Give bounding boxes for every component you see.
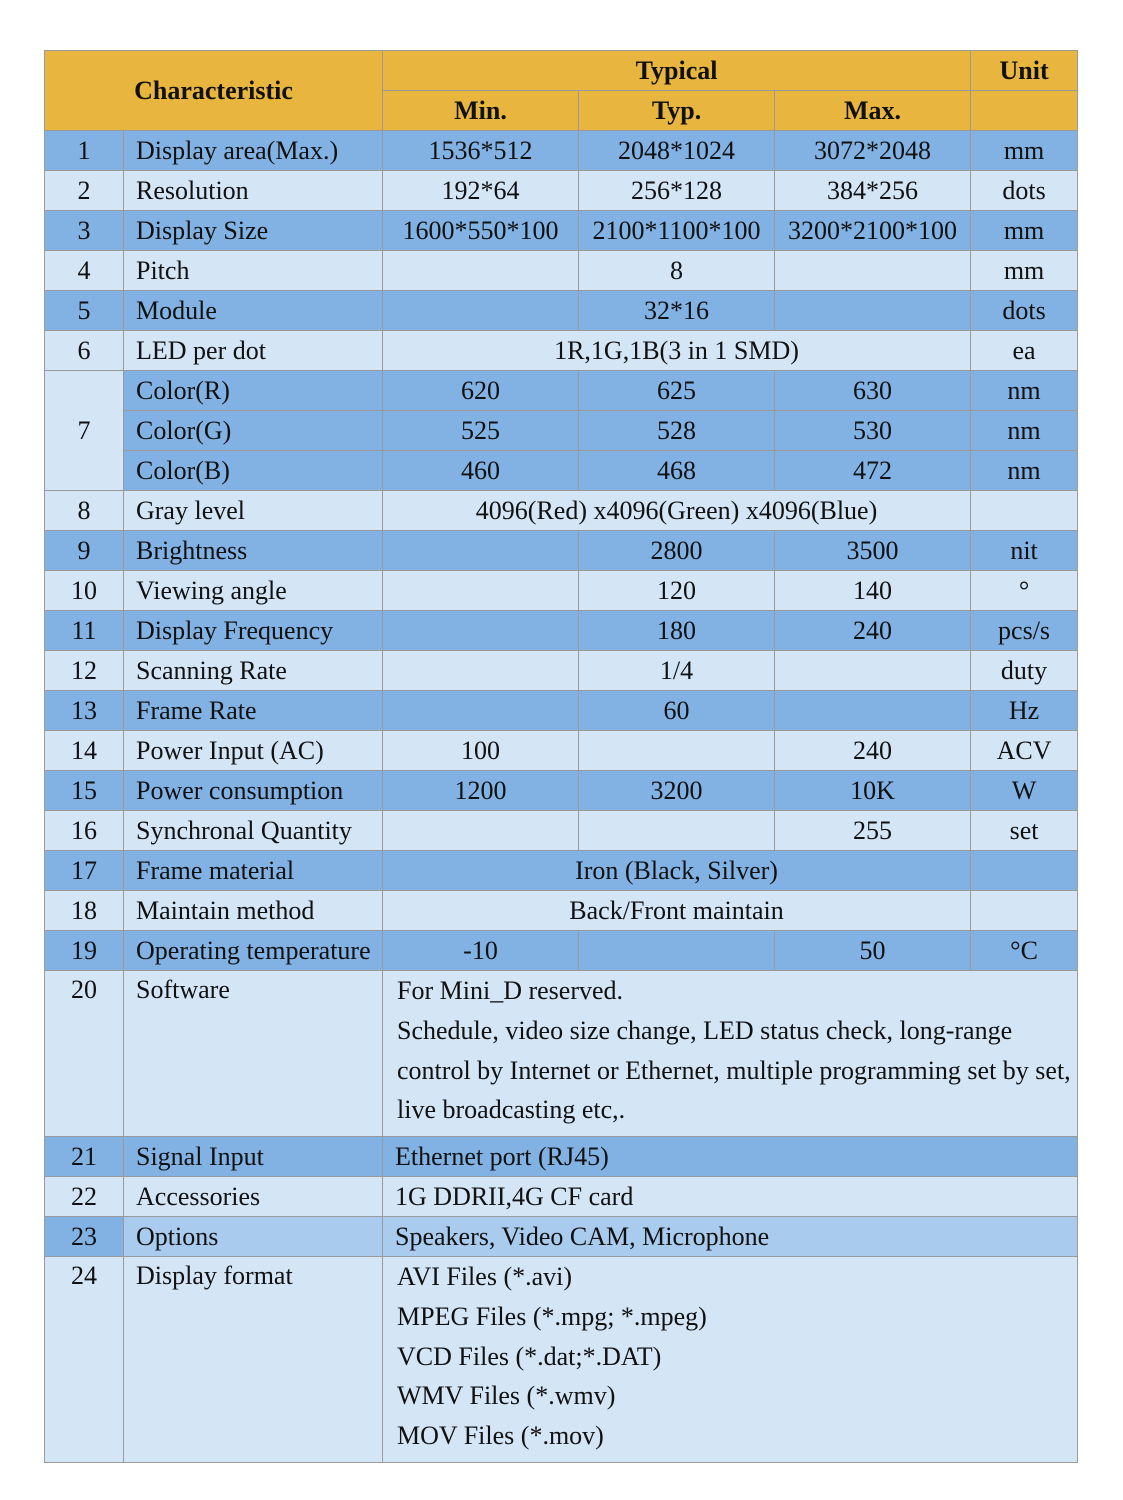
cell-min: 192*64 bbox=[383, 171, 579, 211]
cell-typ: 625 bbox=[579, 371, 775, 411]
cell-unit: ° bbox=[971, 571, 1078, 611]
row-label: Viewing angle bbox=[124, 571, 383, 611]
table-row bbox=[45, 811, 1078, 851]
cell-unit: ACV bbox=[971, 731, 1078, 771]
cell-unit: nm bbox=[971, 371, 1078, 411]
cell-unit bbox=[971, 491, 1078, 531]
row-number: 4 bbox=[45, 251, 124, 291]
row-label: Module bbox=[124, 291, 383, 331]
table-row bbox=[45, 171, 1078, 211]
cell-min bbox=[383, 251, 579, 291]
table-row bbox=[45, 411, 1078, 451]
row-label: LED per dot bbox=[124, 331, 383, 371]
row-number: 19 bbox=[45, 931, 124, 971]
format-item: MPEG Files (*.mpg; *.mpeg) bbox=[397, 1301, 707, 1331]
row-label: Accessories bbox=[124, 1177, 383, 1217]
row-label: Gray level bbox=[124, 491, 383, 531]
header-unit: Unit bbox=[971, 51, 1078, 91]
row-number: 13 bbox=[45, 691, 124, 731]
cell-unit: dots bbox=[971, 171, 1078, 211]
row-label: Scanning Rate bbox=[124, 651, 383, 691]
cell-typ: 3200 bbox=[579, 771, 775, 811]
row-number: 8 bbox=[45, 491, 124, 531]
cell-min bbox=[383, 571, 579, 611]
table-row bbox=[45, 1257, 1078, 1463]
cell-max: 3072*2048 bbox=[775, 131, 971, 171]
row-label: Frame Rate bbox=[124, 691, 383, 731]
cell-typ: 528 bbox=[579, 411, 775, 451]
header-typical: Typical bbox=[383, 51, 971, 91]
cell-unit: Hz bbox=[971, 691, 1078, 731]
table-row bbox=[45, 571, 1078, 611]
cell-max: 240 bbox=[775, 611, 971, 651]
cell-unit: nm bbox=[971, 451, 1078, 491]
row-number: 2 bbox=[45, 171, 124, 211]
row-label: Pitch bbox=[124, 251, 383, 291]
cell-min: 1536*512 bbox=[383, 131, 579, 171]
row-label: Operating temperature bbox=[124, 931, 383, 971]
header-characteristic: Characteristic bbox=[45, 51, 383, 131]
header-unit-blank bbox=[971, 91, 1078, 131]
software-line: control by Internet or Ethernet, multiple programming set by set, bbox=[397, 1055, 1071, 1085]
cell-value: 4096(Red) x4096(Green) x4096(Blue) bbox=[383, 491, 971, 531]
table-row bbox=[45, 331, 1078, 371]
cell-unit: °C bbox=[971, 931, 1078, 971]
display-format-list bbox=[383, 1257, 1078, 1463]
row-number: 18 bbox=[45, 891, 124, 931]
header-typ: Typ. bbox=[579, 91, 775, 131]
row-number: 24 bbox=[45, 1257, 124, 1463]
format-item: WMV Files (*.wmv) bbox=[397, 1381, 616, 1411]
cell-unit: ea bbox=[971, 331, 1078, 371]
table-row bbox=[45, 531, 1078, 571]
cell-typ: 60 bbox=[579, 691, 775, 731]
row-number: 17 bbox=[45, 851, 124, 891]
row-label: Software bbox=[124, 971, 383, 1137]
cell-typ: 32*16 bbox=[579, 291, 775, 331]
row-number: 7 bbox=[45, 371, 124, 491]
cell-min: -10 bbox=[383, 931, 579, 971]
software-description bbox=[383, 971, 1078, 1137]
cell-typ: 1/4 bbox=[579, 651, 775, 691]
row-number: 14 bbox=[45, 731, 124, 771]
row-number: 20 bbox=[45, 971, 124, 1137]
table-row bbox=[45, 851, 1078, 891]
header-row-1 bbox=[45, 51, 1078, 91]
cell-unit bbox=[971, 891, 1078, 931]
table-row bbox=[45, 251, 1078, 291]
format-item: MOV Files (*.mov) bbox=[397, 1421, 604, 1451]
row-number: 10 bbox=[45, 571, 124, 611]
cell-unit: mm bbox=[971, 131, 1078, 171]
cell-max bbox=[775, 291, 971, 331]
cell-typ bbox=[579, 931, 775, 971]
row-label: Display format bbox=[124, 1257, 383, 1463]
table-row bbox=[45, 891, 1078, 931]
row-label: Options bbox=[124, 1217, 383, 1257]
format-item: VCD Files (*.dat;*.DAT) bbox=[397, 1341, 662, 1371]
table-row bbox=[45, 451, 1078, 491]
cell-max: 10K bbox=[775, 771, 971, 811]
cell-value: Iron (Black, Silver) bbox=[383, 851, 971, 891]
cell-min: 100 bbox=[383, 731, 579, 771]
cell-max: 240 bbox=[775, 731, 971, 771]
cell-max: 3200*2100*100 bbox=[775, 211, 971, 251]
cell-unit: pcs/s bbox=[971, 611, 1078, 651]
cell-typ: 180 bbox=[579, 611, 775, 651]
cell-typ bbox=[579, 811, 775, 851]
table-row bbox=[45, 771, 1078, 811]
cell-max: 3500 bbox=[775, 531, 971, 571]
row-number: 1 bbox=[45, 131, 124, 171]
software-line: Schedule, video size change, LED status check, long-range bbox=[397, 1015, 1013, 1045]
row-label: Maintain method bbox=[124, 891, 383, 931]
row-number: 23 bbox=[45, 1217, 124, 1257]
cell-unit bbox=[971, 851, 1078, 891]
cell-value: Speakers, Video CAM, Microphone bbox=[383, 1217, 1078, 1257]
cell-typ: 256*128 bbox=[579, 171, 775, 211]
row-number: 5 bbox=[45, 291, 124, 331]
cell-min bbox=[383, 531, 579, 571]
cell-unit: set bbox=[971, 811, 1078, 851]
cell-max: 140 bbox=[775, 571, 971, 611]
cell-max: 530 bbox=[775, 411, 971, 451]
cell-unit: duty bbox=[971, 651, 1078, 691]
row-number: 16 bbox=[45, 811, 124, 851]
row-number: 15 bbox=[45, 771, 124, 811]
row-label: Power consumption bbox=[124, 771, 383, 811]
row-label: Frame material bbox=[124, 851, 383, 891]
table-row bbox=[45, 691, 1078, 731]
row-label: Color(B) bbox=[124, 451, 383, 491]
cell-min bbox=[383, 291, 579, 331]
row-number: 21 bbox=[45, 1137, 124, 1177]
row-label: Signal Input bbox=[124, 1137, 383, 1177]
table-row bbox=[45, 131, 1078, 171]
table-row bbox=[45, 371, 1078, 411]
cell-min bbox=[383, 611, 579, 651]
cell-typ bbox=[579, 731, 775, 771]
table-row bbox=[45, 211, 1078, 251]
cell-value: 1R,1G,1B(3 in 1 SMD) bbox=[383, 331, 971, 371]
cell-value: 1G DDRII,4G CF card bbox=[383, 1177, 1078, 1217]
row-number: 11 bbox=[45, 611, 124, 651]
cell-typ: 2048*1024 bbox=[579, 131, 775, 171]
cell-typ: 2800 bbox=[579, 531, 775, 571]
cell-min bbox=[383, 651, 579, 691]
cell-unit: nit bbox=[971, 531, 1078, 571]
cell-typ: 2100*1100*100 bbox=[579, 211, 775, 251]
row-label: Display Size bbox=[124, 211, 383, 251]
cell-max bbox=[775, 651, 971, 691]
cell-unit: mm bbox=[971, 211, 1078, 251]
table-row bbox=[45, 291, 1078, 331]
cell-min: 1600*550*100 bbox=[383, 211, 579, 251]
header-max: Max. bbox=[775, 91, 971, 131]
cell-max bbox=[775, 251, 971, 291]
table-row bbox=[45, 931, 1078, 971]
format-item: AVI Files (*.avi) bbox=[397, 1262, 573, 1291]
row-number: 9 bbox=[45, 531, 124, 571]
row-label: Display area(Max.) bbox=[124, 131, 383, 171]
cell-unit: W bbox=[971, 771, 1078, 811]
row-label: Resolution bbox=[124, 171, 383, 211]
cell-max: 472 bbox=[775, 451, 971, 491]
table-row bbox=[45, 1177, 1078, 1217]
cell-typ: 468 bbox=[579, 451, 775, 491]
row-number: 12 bbox=[45, 651, 124, 691]
row-label: Color(G) bbox=[124, 411, 383, 451]
table-row bbox=[45, 971, 1078, 1137]
row-label: Brightness bbox=[124, 531, 383, 571]
cell-value: Back/Front maintain bbox=[383, 891, 971, 931]
cell-unit: mm bbox=[971, 251, 1078, 291]
cell-value: Ethernet port (RJ45) bbox=[383, 1137, 1078, 1177]
cell-typ: 120 bbox=[579, 571, 775, 611]
cell-unit: nm bbox=[971, 411, 1078, 451]
spec-table bbox=[44, 50, 1078, 1463]
cell-min: 460 bbox=[383, 451, 579, 491]
row-label: Display Frequency bbox=[124, 611, 383, 651]
cell-min: 620 bbox=[383, 371, 579, 411]
row-number: 22 bbox=[45, 1177, 124, 1217]
row-label: Synchronal Quantity bbox=[124, 811, 383, 851]
software-line: For Mini_D reserved. bbox=[397, 976, 624, 1005]
cell-min bbox=[383, 691, 579, 731]
cell-max: 630 bbox=[775, 371, 971, 411]
table-row bbox=[45, 1217, 1078, 1257]
cell-max bbox=[775, 691, 971, 731]
table-row bbox=[45, 1137, 1078, 1177]
row-number: 6 bbox=[45, 331, 124, 371]
table-row bbox=[45, 611, 1078, 651]
header-min: Min. bbox=[383, 91, 579, 131]
cell-min: 525 bbox=[383, 411, 579, 451]
table-row bbox=[45, 491, 1078, 531]
table-row bbox=[45, 651, 1078, 691]
cell-min: 1200 bbox=[383, 771, 579, 811]
cell-max: 50 bbox=[775, 931, 971, 971]
row-label: Power Input (AC) bbox=[124, 731, 383, 771]
cell-unit: dots bbox=[971, 291, 1078, 331]
cell-max: 384*256 bbox=[775, 171, 971, 211]
software-line: live broadcasting etc,. bbox=[397, 1095, 626, 1125]
cell-max: 255 bbox=[775, 811, 971, 851]
cell-min bbox=[383, 811, 579, 851]
table-row bbox=[45, 731, 1078, 771]
row-number: 3 bbox=[45, 211, 124, 251]
cell-typ: 8 bbox=[579, 251, 775, 291]
row-label: Color(R) bbox=[124, 371, 383, 411]
